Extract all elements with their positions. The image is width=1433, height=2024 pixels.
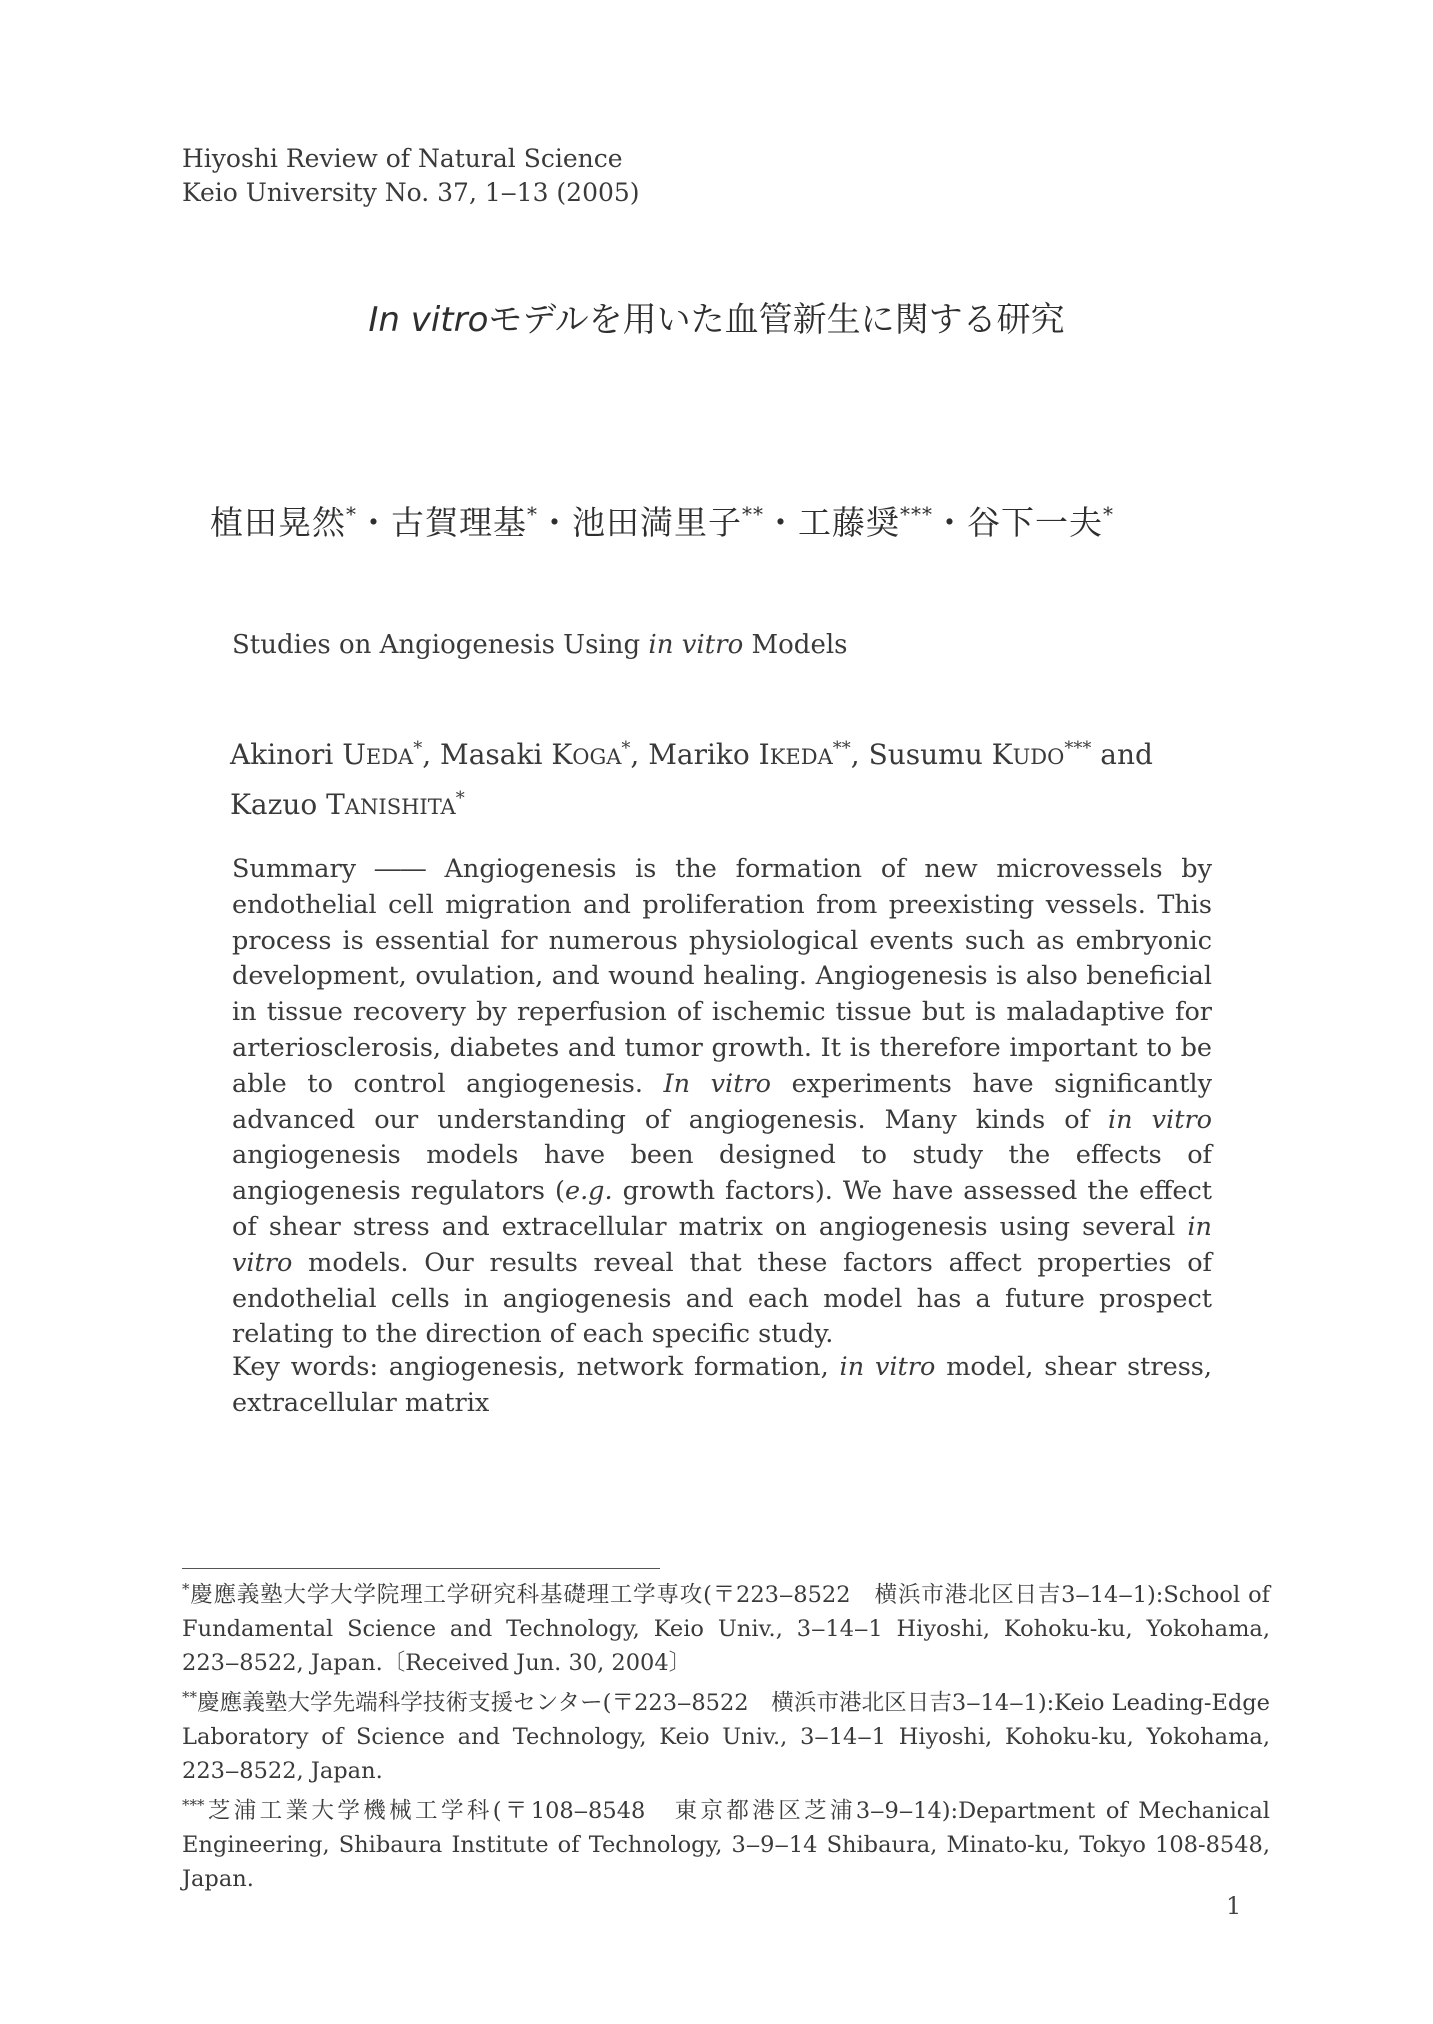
japanese-authors (210, 497, 1114, 544)
author-separator: ・ (357, 503, 391, 542)
japanese-title-rest: モデルを用いた血管新生に関する研究 (488, 300, 1065, 340)
japanese-title (0, 292, 1433, 341)
italic-term: in vitro (1108, 1104, 1212, 1135)
author-separator: and (1091, 738, 1153, 771)
en-author-initial: T (326, 788, 345, 821)
en-author-initial: U (342, 738, 366, 771)
page-number: 1 (1226, 1892, 1242, 1920)
jp-author: 工藤奨 (798, 503, 900, 542)
en-author-initial: I (758, 738, 770, 771)
en-author-given: Kazuo (230, 788, 318, 821)
english-authors (230, 728, 1153, 828)
author-separator: , (422, 738, 441, 771)
author-separator: ・ (538, 503, 572, 542)
affiliation-mark: ** (742, 502, 764, 526)
en-author-given: Akinori (230, 738, 334, 771)
en-author-surname: ANISHITA (344, 795, 456, 819)
author-separator: , (850, 738, 869, 771)
affiliation-mark: * (1103, 502, 1114, 526)
english-title (232, 630, 848, 660)
en-author-initial: K (551, 738, 573, 771)
jp-author: 池田満里子 (572, 503, 742, 542)
affiliation-mark: * (346, 502, 357, 526)
en-author-surname: EDA (365, 745, 414, 769)
italic-term: in vitro (232, 1211, 1212, 1278)
japanese-title-italic: In vitro (368, 300, 489, 340)
jp-author: 古賀理基 (391, 503, 527, 542)
affiliation-mark: * (182, 1580, 190, 1598)
en-author-surname: UDO (1012, 745, 1065, 769)
affiliation-mark: *** (900, 502, 933, 526)
footnote: *慶應義塾大学大学院理工学研究科基礎理工学専攻(〒223‒8522 横浜市港北区日吉3‒14‒1):School of Fundamental Science and Technology, Keio Univ., 3‒14‒1 Hiyoshi, Kohoku-ku, Yokohama, 223‒8522, Japan.〔Received Jun. 30, 2004〕 (182, 1580, 1270, 1676)
en-author-given: Masaki (440, 738, 543, 771)
journal-header (182, 142, 640, 210)
english-title-italic: in vitro (648, 630, 744, 660)
affiliation-mark: * (413, 738, 423, 759)
summary-paragraph: Summary ―― Angiogenesis is the formation of new microvessels by endothelial cell migration and proliferation from preexisting vessels. This process is essential for numerous physiological events such as embryonic development, ovulation, and wound healing. Angiogenesis is also beneficial in tissue recovery by reperfusion of ischemic tissue but is maladaptive for arteriosclerosis, diabetes and tumor growth. It is therefore important to be able to control angiogenesis. In vitro experiments have significantly advanced our understanding of angiogenesis. Many kinds of in vitro angiogenesis models have been designed to study the effects of angiogenesis regulators (e.g. growth factors). We have assessed the effect of shear stress and extracellular matrix on angiogenesis using several in vitro models. Our results reveal that these factors affect properties of endothelial cells in angiogenesis and each model has a future prospect relating to the direction of each specific study. (232, 854, 1212, 1350)
journal-name: Hiyoshi Review of Natural Science (182, 144, 623, 173)
affiliation-mark: *** (182, 1796, 205, 1814)
italic-term: In vitro (663, 1068, 771, 1099)
footnote-divider (182, 1568, 660, 1569)
author-separator: , (630, 738, 649, 771)
affiliation-mark: ** (182, 1688, 197, 1706)
en-author-surname: OGA (572, 745, 622, 769)
journal-issue: Keio University No. 37, 1‒13 (2005) (182, 178, 640, 207)
footnote: **慶應義塾大学先端科学技術支援センター(〒223‒8522 横浜市港北区日吉3‒14‒1):Keio Leading-Edge Laboratory of Science and Technology, Keio Univ., 3‒14‒1 Hiyoshi, Kohoku-ku, Yokohama, 223‒8522, Japan. (182, 1688, 1270, 1784)
author-separator: ・ (764, 503, 798, 542)
en-author-initial: K (991, 738, 1013, 771)
affiliation-mark: * (455, 788, 465, 809)
jp-author: 植田晃然 (210, 503, 346, 542)
footnotes (182, 1572, 1270, 1896)
footnote: ***芝浦工業大学機械工学科(〒108‒8548 東京都港区芝浦3‒9‒14):Department of Mechanical Engineering, Shibaura Institute of Technology, 3‒9‒14 Shibaura, Minato-ku, Tokyo 108-8548, Japan. (182, 1796, 1270, 1892)
english-title-after: Models (743, 630, 848, 660)
en-author-given: Mariko (648, 738, 750, 771)
en-author-surname: KEDA (769, 745, 833, 769)
keywords: Key words: angiogenesis, network formation, in vitro model, shear stress, extracellular matrix (232, 1352, 1212, 1418)
affiliation-mark: *** (1064, 738, 1092, 759)
affiliation-mark: * (527, 502, 538, 526)
italic-term: in vitro (839, 1352, 936, 1382)
jp-author: 谷下一夫 (967, 503, 1103, 542)
en-author-given: Susumu (868, 738, 983, 771)
english-title-before: Studies on Angiogenesis Using (232, 630, 649, 660)
affiliation-mark: * (621, 738, 631, 759)
author-separator: ・ (933, 503, 967, 542)
affiliation-mark: ** (832, 738, 851, 759)
italic-term: e.g. (564, 1176, 613, 1207)
